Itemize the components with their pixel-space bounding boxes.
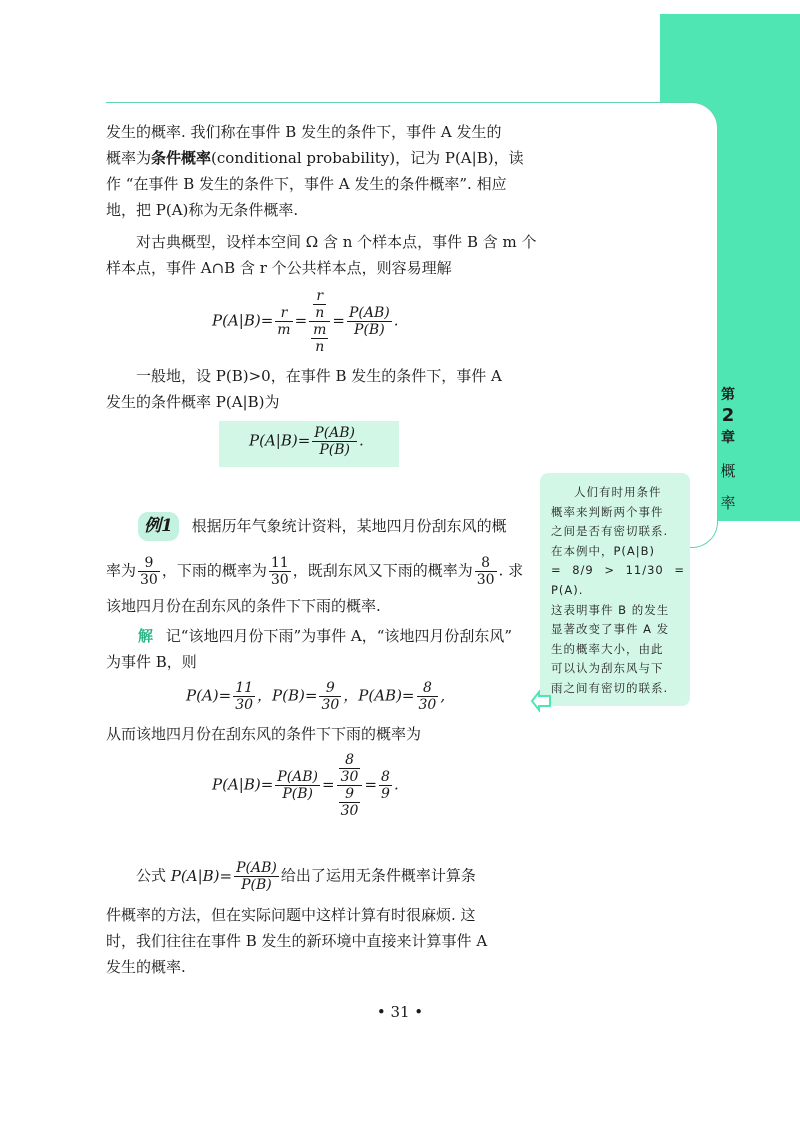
text-line: 时，我们往往在事件 B 发生的新环境中直接来计算事件 A	[106, 932, 488, 950]
denominator: n	[315, 339, 325, 355]
formula-text: P(A|B)=	[212, 775, 274, 794]
formula-text: P(A|B)=	[212, 311, 274, 330]
fraction	[309, 288, 330, 355]
note-line: 显著改变了事件 A 发	[551, 622, 670, 637]
text-span: . 求	[498, 561, 524, 580]
chapter-tab-text: 章	[721, 430, 735, 446]
formula-text: P(B)=	[272, 686, 318, 705]
inline-formula	[170, 860, 281, 893]
fraction	[233, 680, 255, 713]
denominator: 9	[381, 786, 390, 802]
fraction	[319, 680, 341, 713]
numerator: 9	[138, 555, 160, 572]
denominator: 30	[235, 697, 254, 713]
formula-classical: P(A|B)= $\frac{r}{m}$ = $\frac{\frac{r}{n}}{\frac{m}{n}}$ = $\frac{P(AB)}{P(B)}$ .	[212, 288, 399, 355]
numerator: 9	[339, 786, 361, 803]
text-span: 记“该地四月份下雨”为事件 A，“该地四月份刮东风”	[165, 627, 513, 645]
text-line: 发生的概率. 我们称在事件 B 发生的条件下，事件 A 发生的	[106, 123, 502, 141]
header-rule	[106, 102, 660, 103]
note-line: 雨之间有密切的联系.	[551, 680, 669, 695]
text-line: 发生的条件概率 P(A|B)为	[106, 393, 280, 411]
fraction	[313, 288, 326, 321]
note-line: = 8/9 > 11/30 = P(A).	[551, 563, 685, 597]
fraction	[138, 555, 160, 588]
note-line: 这表明事件 B 的发生	[551, 602, 670, 617]
text-line	[106, 555, 523, 588]
denominator: 30	[140, 572, 158, 588]
formula-solution: P(A|B)= $\frac{P(AB)}{P(B)}$ = $\frac{\frac{8}{30}}{\frac{9}{30}}$ = $\frac{8}{9}$ .	[212, 752, 399, 819]
note-arrow-icon	[530, 690, 552, 712]
fraction	[275, 305, 292, 338]
numerator: 11	[270, 555, 289, 571]
text-line	[136, 860, 476, 893]
fraction	[234, 860, 279, 893]
text-line: 地，把 P(A)称为无条件概率.	[106, 201, 299, 219]
formula-text: P(AB)=	[358, 686, 415, 705]
example-number: 1	[161, 516, 173, 536]
fraction	[347, 305, 392, 338]
text-span: 公式	[136, 866, 167, 885]
note-line: 在本例中，P(A|B)	[551, 543, 656, 558]
numerator: 9	[319, 680, 341, 697]
numerator: 8	[417, 680, 439, 697]
text-line: 作 “在事件 B 发生的条件下，事件 A 发生的条件概率”. 相应	[106, 175, 507, 193]
denominator: 30	[340, 803, 359, 819]
fraction	[339, 752, 361, 785]
fraction	[312, 425, 357, 458]
text-line: 为事件 B，则	[106, 653, 197, 671]
text-line	[106, 146, 524, 171]
chapter-title-char: 概	[720, 462, 736, 480]
text-span: 给出了运用无条件概率计算条	[280, 866, 476, 885]
numerator: 11	[235, 680, 254, 696]
chapter-title-char: 率	[720, 494, 736, 512]
text-line: 发生的概率.	[106, 958, 186, 976]
denominator: P(B)	[319, 442, 350, 458]
denominator: n	[315, 305, 325, 321]
margin-note	[551, 483, 685, 699]
text-line: 件概率的方法，但在实际问题中这样计算有时很麻烦. 这	[106, 906, 476, 924]
note-line: 可以认为刮东风与下	[551, 661, 664, 676]
chapter-number-badge: 2	[717, 405, 739, 427]
denominator: 30	[340, 769, 359, 785]
formula-probabilities: P(A)= $\frac{11}{30}$ ，P(B)= $\frac{9}{30}$ ，P(AB)= $\frac{8}{30}$ ,	[186, 680, 446, 713]
numerator: 8	[475, 555, 497, 572]
chapter-tab-text: 第	[721, 387, 735, 403]
text-span: 率为	[106, 561, 137, 580]
numerator: P(AB)	[236, 860, 277, 876]
fraction	[475, 555, 497, 588]
note-line: 概率来判断两个事件	[551, 504, 664, 519]
note-line: 生的概率大小，由此	[551, 641, 664, 656]
denominator: 30	[270, 572, 289, 588]
text-line	[138, 624, 512, 649]
fraction	[379, 769, 392, 802]
fraction	[337, 752, 363, 819]
text-line: 该地四月份在刮东风的条件下下雨的概率.	[106, 597, 381, 615]
page-number: • 31 •	[376, 1003, 424, 1021]
numerator: r	[275, 305, 292, 322]
formula-text: P(A|B)=	[170, 866, 233, 885]
denominator	[309, 322, 330, 355]
fraction	[311, 322, 328, 355]
numerator: P(AB)	[314, 425, 356, 441]
denominator: P(B)	[354, 322, 385, 338]
numerator: r	[313, 288, 326, 305]
example-label: 例	[144, 516, 161, 536]
numerator: m	[313, 322, 327, 338]
text-span: ，既刮东风又下雨的概率为	[292, 561, 473, 580]
numerator: P(AB)	[349, 305, 390, 321]
example-heading	[138, 512, 507, 541]
denominator: 30	[418, 697, 437, 713]
text-line: 对古典概型，设样本空间 Ω 含 n 个样本点，事件 B 含 m 个	[136, 233, 537, 251]
denominator: 30	[321, 697, 340, 713]
text-span: 概率为	[106, 149, 152, 167]
fraction	[417, 680, 439, 713]
text-line: 一般地，设 P(B)>0，在事件 B 发生的条件下，事件 A	[136, 367, 502, 385]
fraction	[275, 769, 320, 802]
numerator: 8	[381, 769, 390, 785]
note-line: 人们有时用条件	[574, 485, 662, 499]
numerator	[309, 288, 330, 322]
text-line: 样本点，事件 A∩B 含 r 个公共样本点，则容易理解	[106, 259, 452, 277]
formula-text: P(A|B)=	[249, 431, 311, 450]
note-line: 之间是否有密切联系.	[551, 524, 669, 539]
chapter-tab	[712, 385, 744, 515]
fraction	[339, 786, 361, 819]
denominator: m	[277, 322, 291, 338]
text-line: 从而该地四月份在刮东风的条件下下雨的概率为	[106, 725, 422, 743]
term-conditional-probability: 条件概率	[151, 149, 212, 167]
solution-label: 解	[138, 627, 154, 645]
formula-text: P(A)=	[186, 686, 232, 705]
denominator: P(B)	[282, 786, 313, 802]
text-span: (conditional probability)，记为 P(A|B)，读	[211, 149, 524, 167]
denominator	[337, 786, 363, 819]
numerator: P(AB)	[277, 769, 319, 785]
text-span: 根据历年气象统计资料，某地四月份刮东风的概	[191, 517, 507, 535]
denominator: 30	[476, 572, 495, 588]
fraction	[269, 555, 291, 588]
numerator: 8	[339, 752, 361, 769]
formula-definition: P(A|B)= $\frac{P(AB)}{P(B)}$ .	[249, 425, 364, 458]
numerator	[337, 752, 363, 786]
example-badge	[138, 512, 179, 541]
denominator: P(B)	[241, 877, 272, 893]
text-span: ，下雨的概率为	[161, 561, 267, 580]
